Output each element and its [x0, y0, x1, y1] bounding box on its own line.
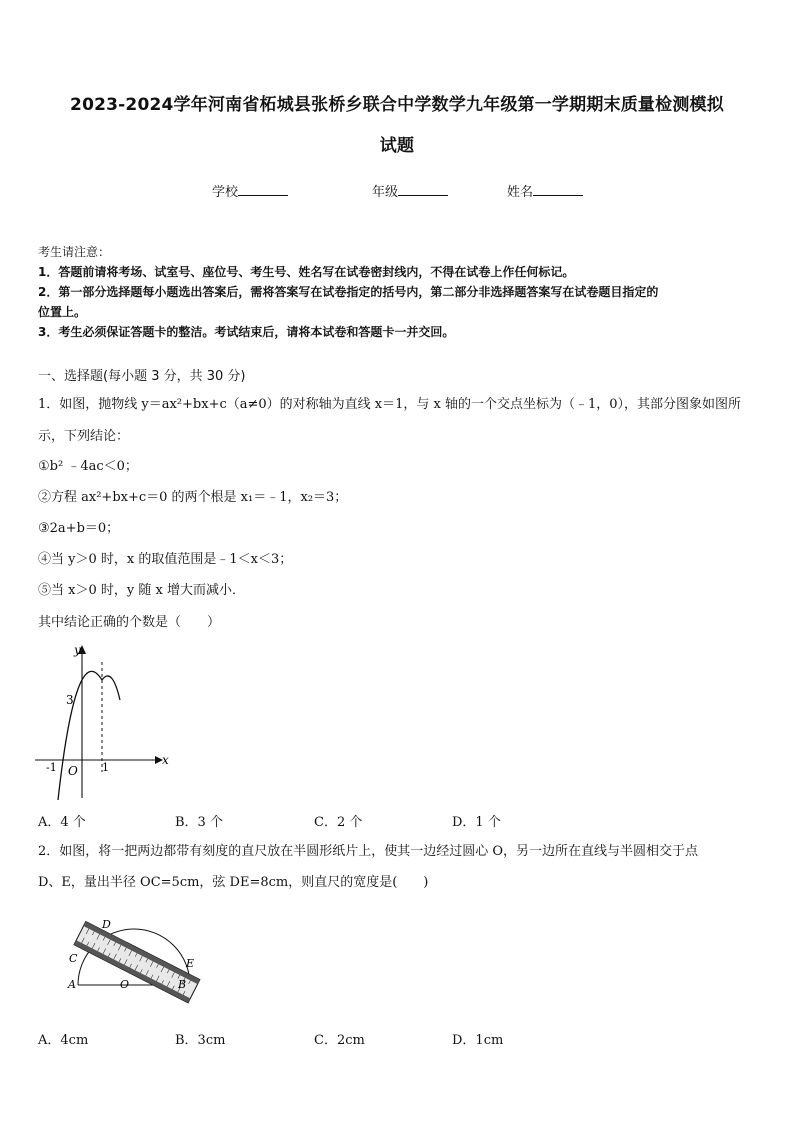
point-c-label: C — [69, 952, 78, 965]
q1-statement-1: ①b² ﹣4ac＜0； — [38, 459, 138, 474]
name-field[interactable] — [507, 181, 583, 200]
section-heading: 一、选择题(每小题 3 分，共 30 分) — [38, 369, 246, 384]
q1-option-c[interactable]: C．2 个 — [314, 815, 363, 830]
page-title: 2023-2024学年河南省柘城县张桥乡联合中学数学九年级第一学期期末质量检测模拟 — [70, 95, 724, 115]
q2-ruler-figure — [62, 915, 202, 1005]
school-field[interactable] — [212, 181, 288, 200]
q1-statement-5: ⑤当 x＞0 时，y 随 x 增大而减小． — [38, 583, 245, 598]
q1-statement-2: ②方程 ax²+bx+c＝0 的两个根是 x₁＝﹣1，x₂＝3； — [38, 490, 348, 505]
grade-label: 年级 — [372, 185, 399, 200]
q1-stem-line1: 1．如图，抛物线 y＝ax²+bx+c（a≠0）的对称轴为直线 x＝1，与 x 轴的一个交点坐标为（﹣1，0），其部分图象如图所 — [38, 397, 742, 412]
school-label: 学校 — [212, 185, 239, 200]
notice-item: 3．考生必须保证答题卡的整洁。考试结束后，请将本试卷和答题卡一并交回。 — [38, 325, 455, 339]
parabola-curve — [58, 671, 120, 800]
q1-stem-line2: 示，下列结论： — [38, 429, 130, 444]
y-tick-3: 3 — [66, 693, 74, 707]
x-tick-1: 1 — [102, 761, 109, 774]
name-blank — [533, 183, 583, 196]
notice-heading: 考生请注意： — [38, 245, 111, 259]
q1-ask: 其中结论正确的个数是（ ） — [38, 615, 221, 630]
q1-option-d[interactable]: D．1 个 — [452, 815, 501, 830]
point-b-label: B — [178, 978, 187, 991]
q2-stem-line2: D、E，量出半径 OC=5cm，弦 DE=8cm，则直尺的宽度是( ) — [38, 875, 429, 890]
page-title-continued: 试题 — [379, 136, 415, 156]
q1-parabola-figure — [30, 640, 180, 805]
notice-item: 位置上。 — [38, 305, 87, 319]
origin-label: O — [68, 764, 78, 778]
q2-option-d[interactable]: D．1cm — [452, 1033, 504, 1048]
point-e-label: E — [186, 957, 195, 970]
notice-block — [38, 242, 763, 342]
q2-stem-line1: 2．如图，将一把两边都带有刻度的直尺放在半圆形纸片上，使其一边经过圆心 O，另一边所在直线与半圆相交于点 — [38, 844, 699, 859]
q2-option-b[interactable]: B．3cm — [175, 1033, 226, 1048]
x-axis-label: x — [162, 753, 169, 767]
q1-option-a[interactable]: A．4 个 — [38, 815, 86, 830]
q1-statement-3: ③2a+b＝0； — [38, 521, 120, 536]
q2-option-c[interactable]: C．2cm — [314, 1033, 365, 1048]
grade-field[interactable] — [372, 181, 448, 200]
q2-option-a[interactable]: A．4cm — [38, 1033, 89, 1048]
x-tick-neg1: -1 — [46, 761, 57, 774]
q1-statement-4: ④当 y＞0 时，x 的取值范围是﹣1＜x＜3； — [38, 552, 293, 567]
grade-blank — [398, 183, 448, 196]
point-d-label: D — [102, 918, 111, 931]
school-blank — [238, 183, 288, 196]
point-o-label: O — [120, 978, 130, 991]
point-a-label: A — [68, 978, 76, 991]
notice-item: 1．答题前请将考场、试室号、座位号、考生号、姓名写在试卷密封线内，不得在试卷上作任何标记。 — [38, 265, 575, 279]
q1-option-b[interactable]: B．3 个 — [175, 815, 223, 830]
notice-item: 2．第一部分选择题每小题选出答案后，需将答案写在试卷指定的括号内，第二部分非选择题答案写在试卷题目指定的 — [38, 285, 659, 299]
name-label: 姓名 — [507, 185, 534, 200]
y-axis-label: y — [74, 643, 81, 657]
